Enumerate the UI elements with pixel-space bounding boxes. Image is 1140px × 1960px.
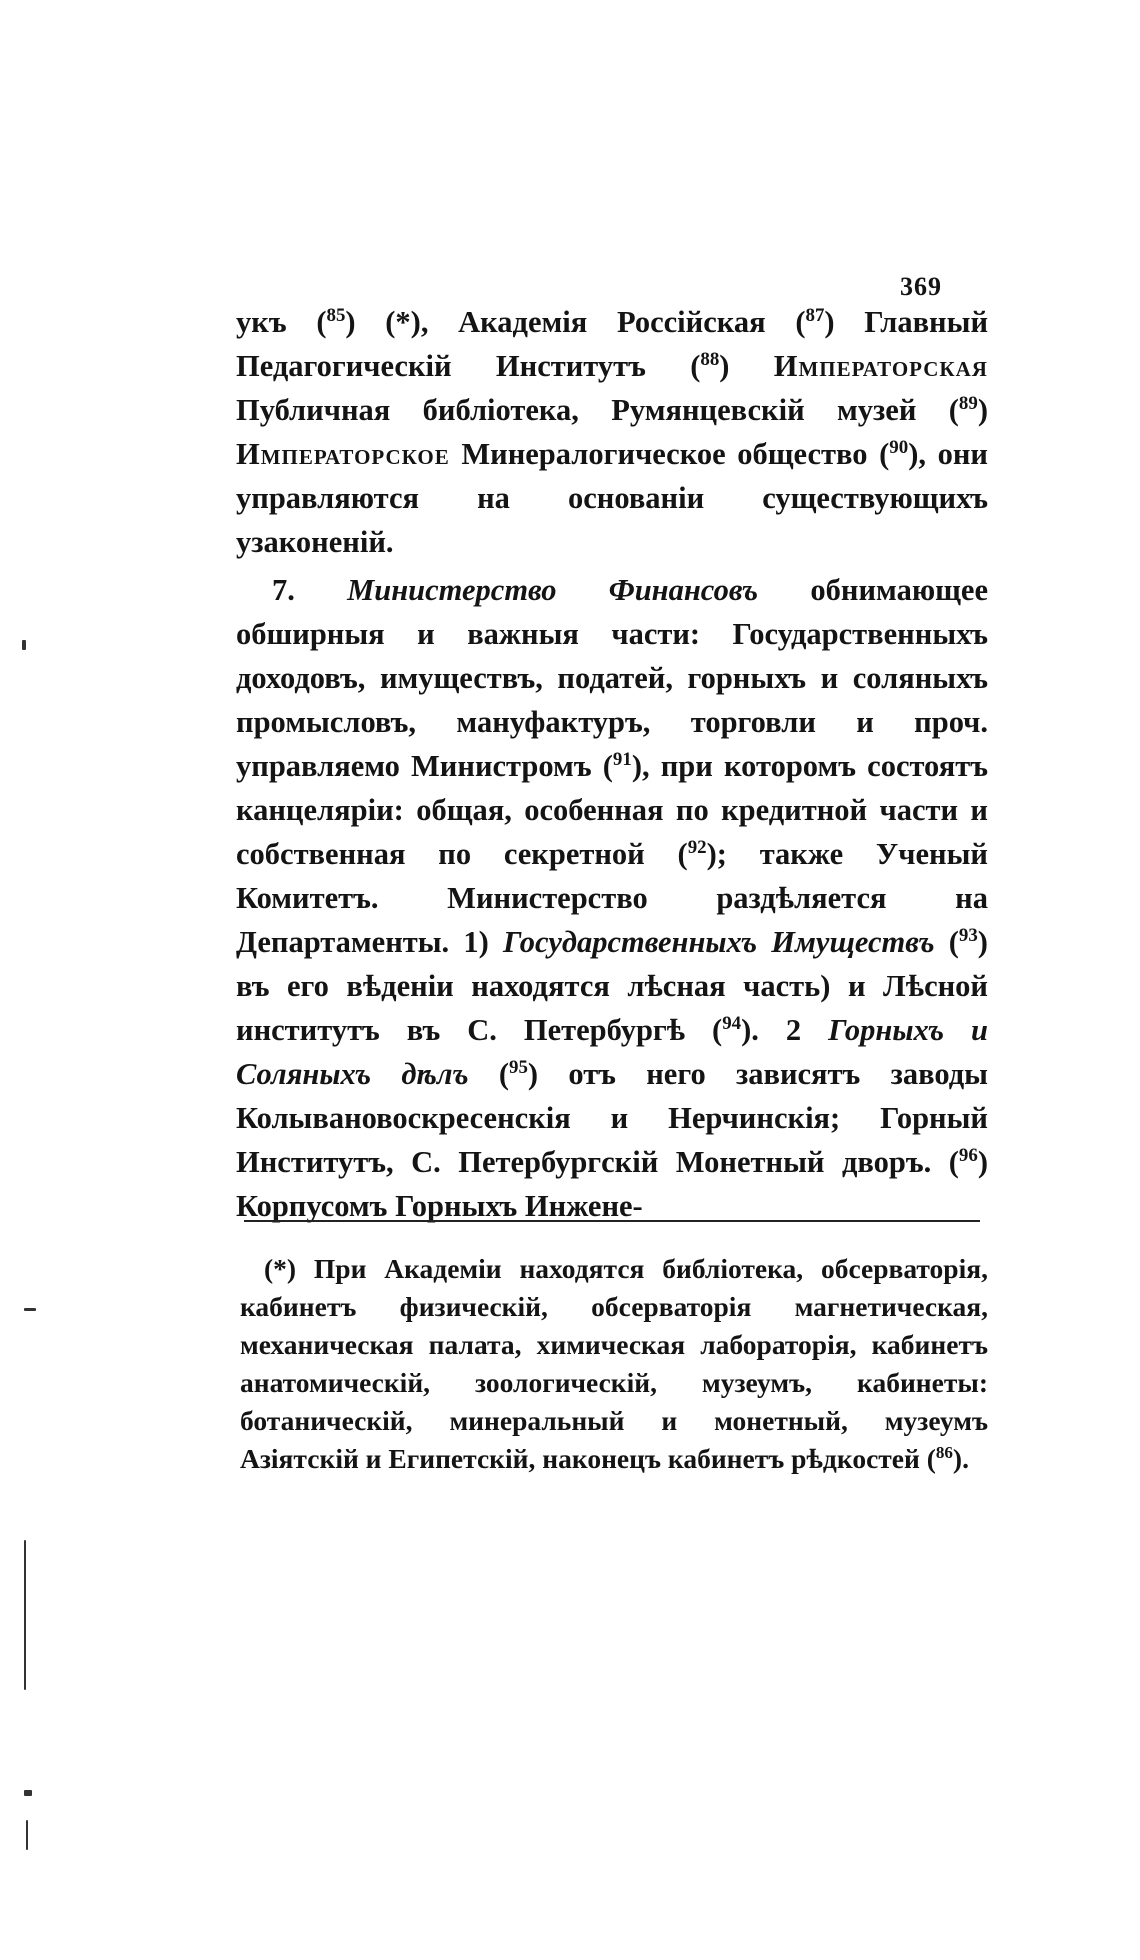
footnote-divider: [244, 1220, 980, 1222]
scan-speck: [22, 640, 26, 650]
scan-speck: [24, 1790, 32, 1796]
scan-speck: [24, 1540, 26, 1690]
section-number: 7.: [272, 573, 295, 607]
page-number: 369: [900, 272, 942, 301]
paragraph-1: укъ ($^{85}$) (*), Академія Россійская ($^{87}$) Главный Педагогическій Институтъ ($^{88}$) Императорская Публичная библіотека, Румянцевскій музей ($^{89}$) Императорское Минералогическое общество ($^{90}$), они управляются на основаніи существующихъ узаконеній.: [236, 304, 989, 559]
section-title: Министерство Финансовъ: [347, 573, 759, 607]
main-text: [236, 300, 988, 1228]
scan-speck: [26, 1820, 28, 1850]
paragraph-2: 7. Министерство Финансовъ обнимающее обширныя и важныя части: Государственныхъ доходовъ, имуществъ, податей, горныхъ и соляныхъ промысловъ, мануфактуръ, торговли и проч. управляемо Министромъ ($^{91}$), при которомъ состоятъ канцеляріи: общая, особенная по кредитной части и собственная по секретной ($^{92}$); также Ученый Комитетъ. Министерство раздѣляется на Департаменты. 1) Государственныхъ Имуществъ ($^{93}$) въ его вѣденіи находятся лѣсная часть) и Лѣсной институтъ въ С. Петербургѣ ($^{94}$). 2 Горныхъ и Соляныхъ дѣлъ ($^{95}$) отъ него зависятъ заводы Колывановоскресенскія и Нерчинскія; Горный Институтъ, С. Петербургскій Монетный дворъ. ($^{96}$) Корпусомъ Горныхъ Инжене-: [236, 573, 989, 1223]
footnote: [240, 1250, 988, 1478]
footnote-text: (*) При Академіи находятся библіотека, обсерваторія, кабинетъ физическій, обсерваторія магнетическая, механическая палата, химическая лабораторія, кабинетъ анатомическій, зоологическій, музеумъ, кабинеты: ботаническій, минеральный и монетный, музеумъ Азіятскій и Египетскій, наконецъ кабинетъ рѣдкостей ($^{86}$).: [240, 1253, 988, 1474]
scan-speck: [24, 1308, 36, 1311]
